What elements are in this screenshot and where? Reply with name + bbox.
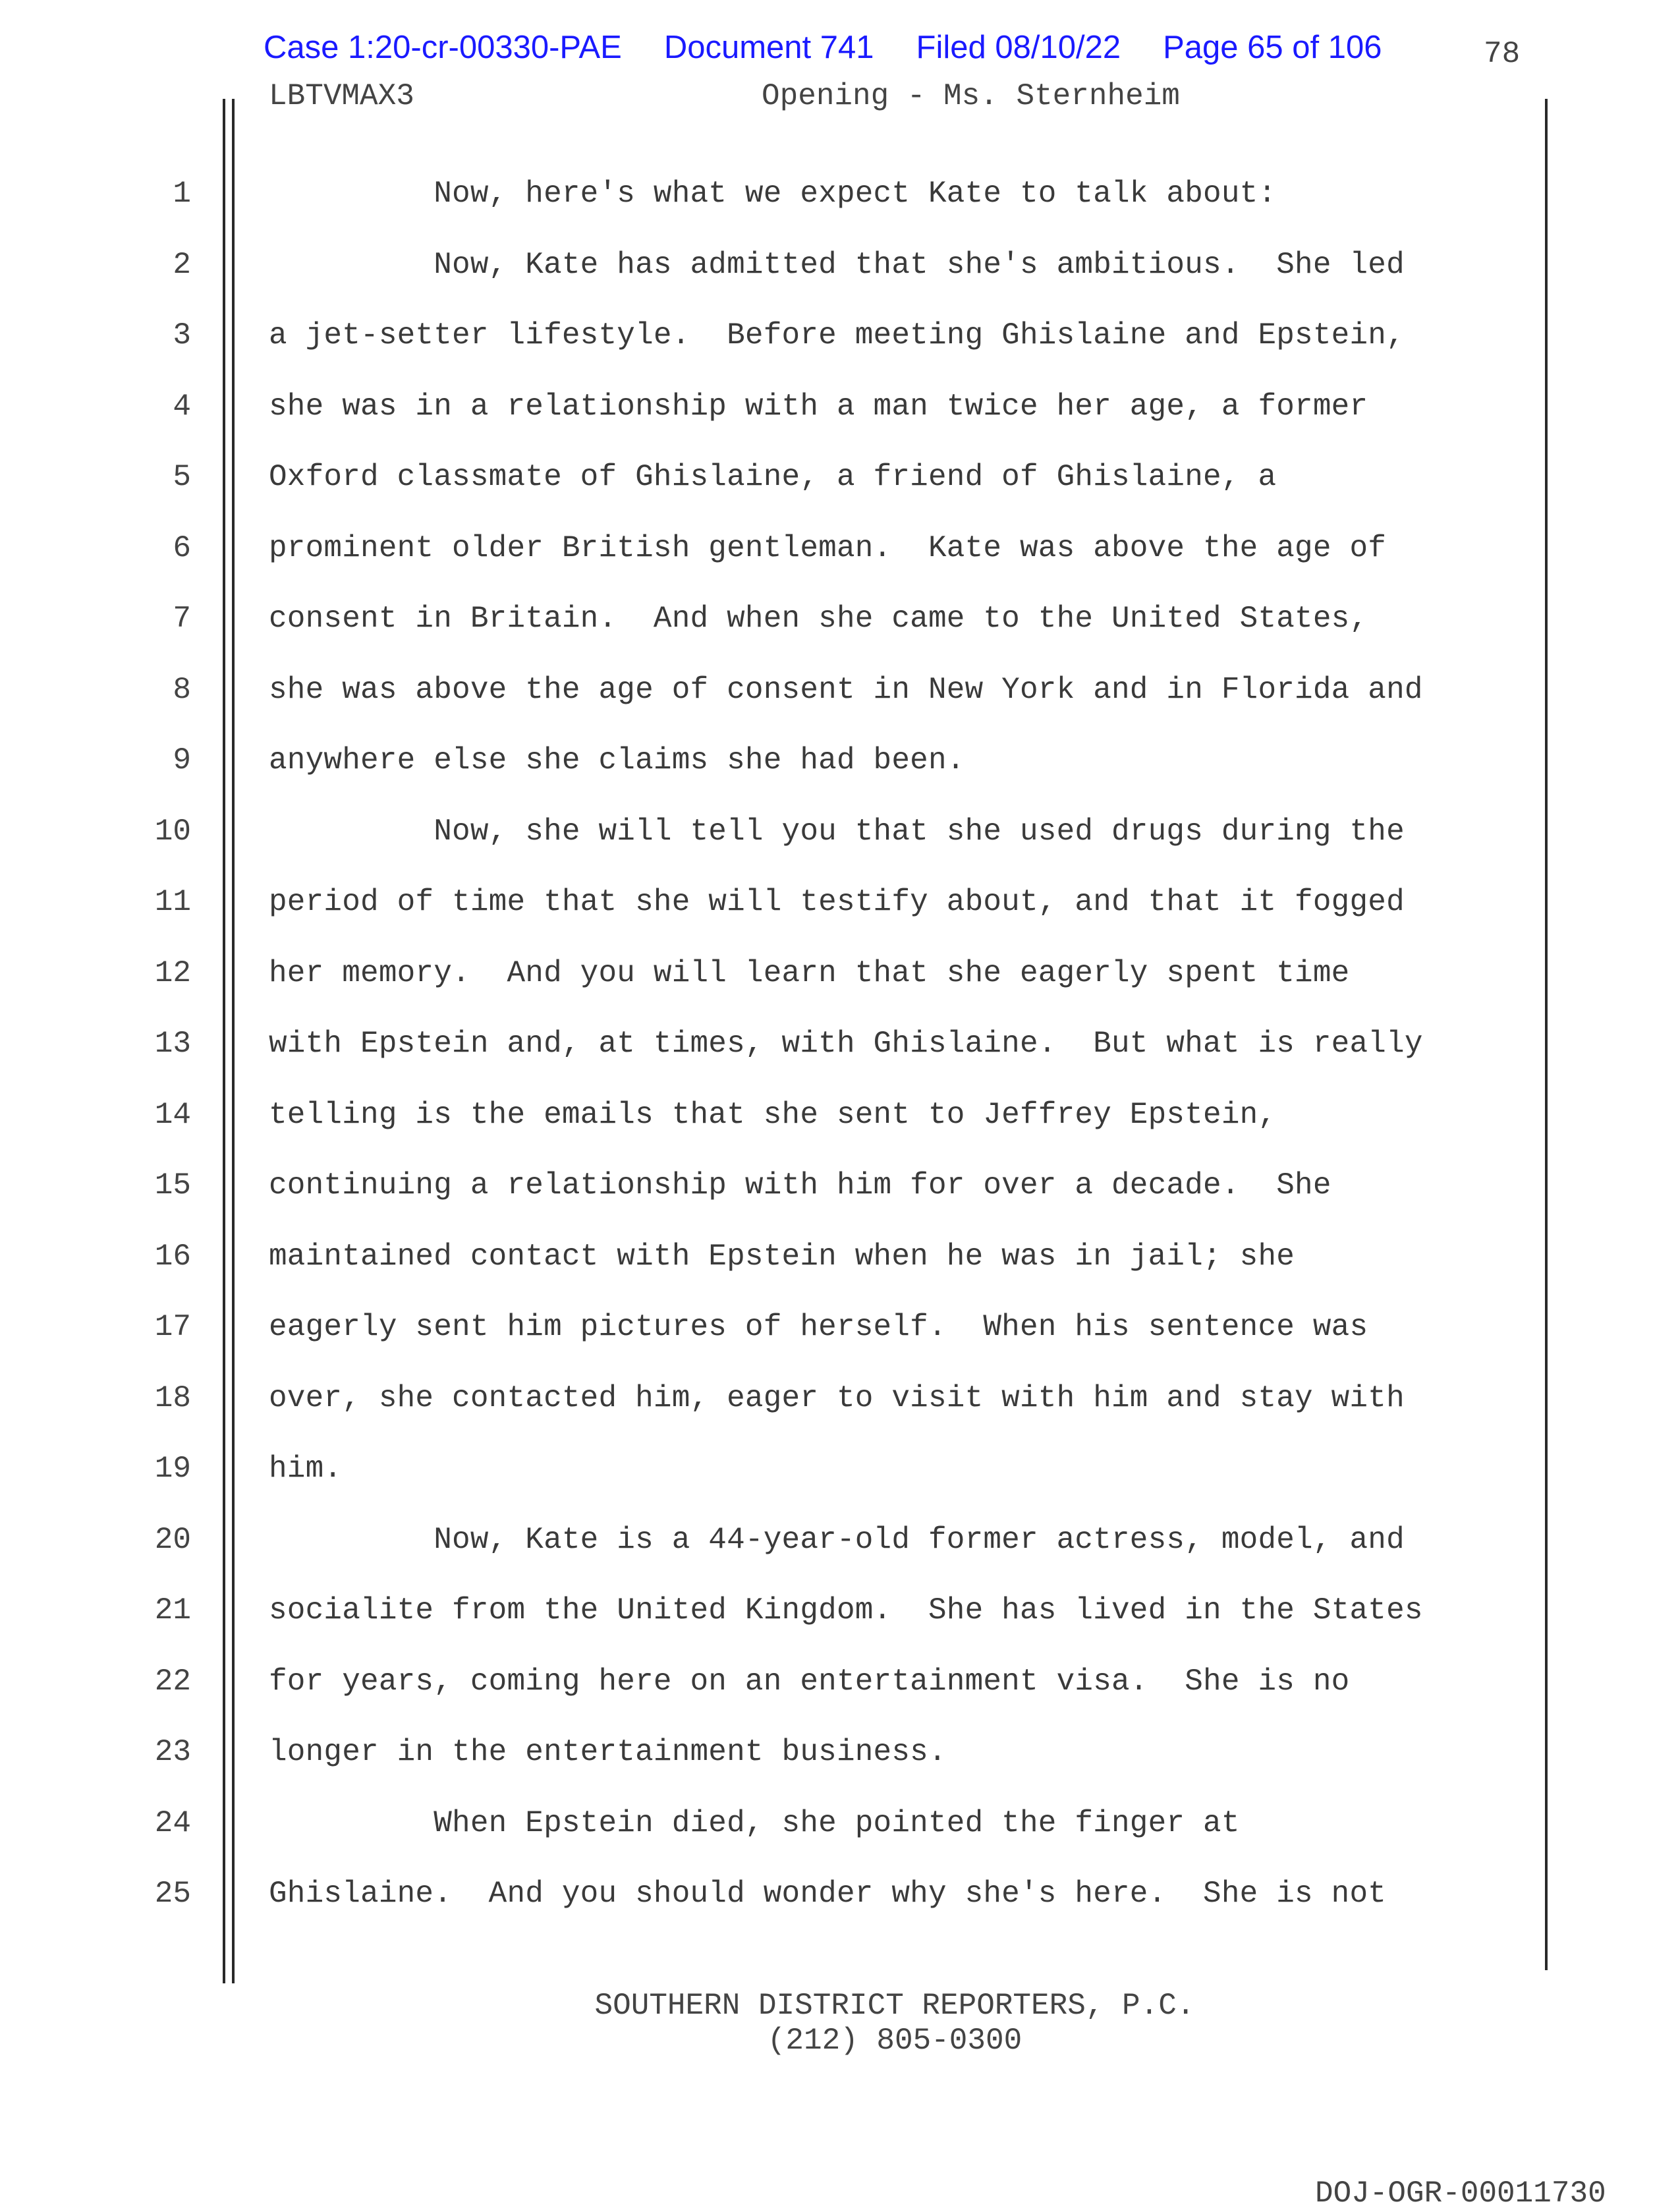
transcript-line: telling is the emails that she sent to Jeffrey Epstein,	[269, 1098, 1277, 1132]
transcript-line: socialite from the United Kingdom. She has lived in the States	[269, 1593, 1423, 1628]
line-number: 4	[173, 389, 191, 424]
line-number: 17	[154, 1310, 191, 1344]
line-number: 1	[173, 177, 191, 211]
ecf-filing-header	[264, 29, 1382, 66]
footer-phone: (212) 805-0300	[767, 2024, 1022, 2058]
line-number: 11	[154, 885, 191, 919]
line-number: 24	[154, 1806, 191, 1840]
transcript-line: over, she contacted him, eager to visit with him and stay with	[269, 1381, 1405, 1415]
transcript-line: Now, Kate has admitted that she's ambitious. She led	[269, 248, 1405, 282]
transcript-line: her memory. And you will learn that she eagerly spent time	[269, 956, 1350, 990]
transcript-line: longer in the entertainment business.	[269, 1735, 947, 1769]
transcript-line: anywhere else she claims she had been.	[269, 743, 965, 778]
line-number: 23	[154, 1735, 191, 1769]
footer-reporter: SOUTHERN DISTRICT REPORTERS, P.C.	[594, 1989, 1195, 2023]
line-number: 8	[173, 673, 191, 707]
page-count: Page 65 of 106	[1163, 30, 1382, 65]
line-number: 5	[173, 460, 191, 494]
line-number: 7	[173, 602, 191, 636]
transcript-line: maintained contact with Epstein when he was in jail; she	[269, 1239, 1295, 1274]
filed-date: Filed 08/10/22	[916, 30, 1121, 65]
left-margin-rule-outer	[223, 99, 225, 1983]
transcript-line: Now, Kate is a 44-year-old former actress, model, and	[269, 1523, 1405, 1557]
transcript-line: Oxford classmate of Ghislaine, a friend of Ghislaine, a	[269, 460, 1277, 494]
case-number: Case 1:20-cr-00330-PAE	[264, 30, 622, 65]
line-number: 12	[154, 956, 191, 990]
transcript-line: she was in a relationship with a man twice her age, a former	[269, 389, 1368, 424]
transcript-line: Now, here's what we expect Kate to talk about:	[269, 177, 1277, 211]
line-number: 2	[173, 248, 191, 282]
transcript-page-number: 78	[1484, 37, 1521, 71]
transcript-line: Now, she will tell you that she used drugs during the	[269, 814, 1405, 849]
line-number: 3	[173, 318, 191, 353]
line-number: 14	[154, 1098, 191, 1132]
line-number: 6	[173, 531, 191, 565]
document-number: Document 741	[663, 30, 874, 65]
transcript-line: a jet-setter lifestyle. Before meeting Ghislaine and Epstein,	[269, 318, 1405, 353]
line-number: 10	[154, 814, 191, 849]
line-number: 9	[173, 743, 191, 778]
line-number: 18	[154, 1381, 191, 1415]
running-head-title: Opening - Ms. Sternheim	[762, 79, 1180, 113]
right-margin-rule	[1545, 99, 1548, 1970]
transcript-line: for years, coming here on an entertainment visa. She is no	[269, 1664, 1350, 1699]
transcript-line: him.	[269, 1452, 343, 1486]
line-number: 22	[154, 1664, 191, 1699]
bates-number: DOJ-OGR-00011730	[1315, 2176, 1606, 2211]
transcript-line: eagerly sent him pictures of herself. When his sentence was	[269, 1310, 1368, 1344]
line-number: 21	[154, 1593, 191, 1628]
transcript-line: prominent older British gentleman. Kate was above the age of	[269, 531, 1387, 565]
line-number: 13	[154, 1027, 191, 1061]
line-number: 19	[154, 1452, 191, 1486]
line-number: 15	[154, 1168, 191, 1203]
transcript-line: with Epstein and, at times, with Ghislaine. But what is really	[269, 1027, 1423, 1061]
line-number: 20	[154, 1523, 191, 1557]
transcript-line: When Epstein died, she pointed the finger at	[269, 1806, 1240, 1840]
transcript-line: Ghislaine. And you should wonder why she's here. She is not	[269, 1877, 1387, 1911]
transcript-line: consent in Britain. And when she came to the United States,	[269, 602, 1368, 636]
transcript-line: continuing a relationship with him for over a decade. She	[269, 1168, 1331, 1203]
left-margin-rule-inner	[232, 99, 235, 1983]
running-head-code: LBTVMAX3	[269, 79, 414, 113]
transcript-line: she was above the age of consent in New York and in Florida and	[269, 673, 1423, 707]
transcript-line: period of time that she will testify about, and that it fogged	[269, 885, 1405, 919]
line-number: 25	[154, 1877, 191, 1911]
line-number: 16	[154, 1239, 191, 1274]
